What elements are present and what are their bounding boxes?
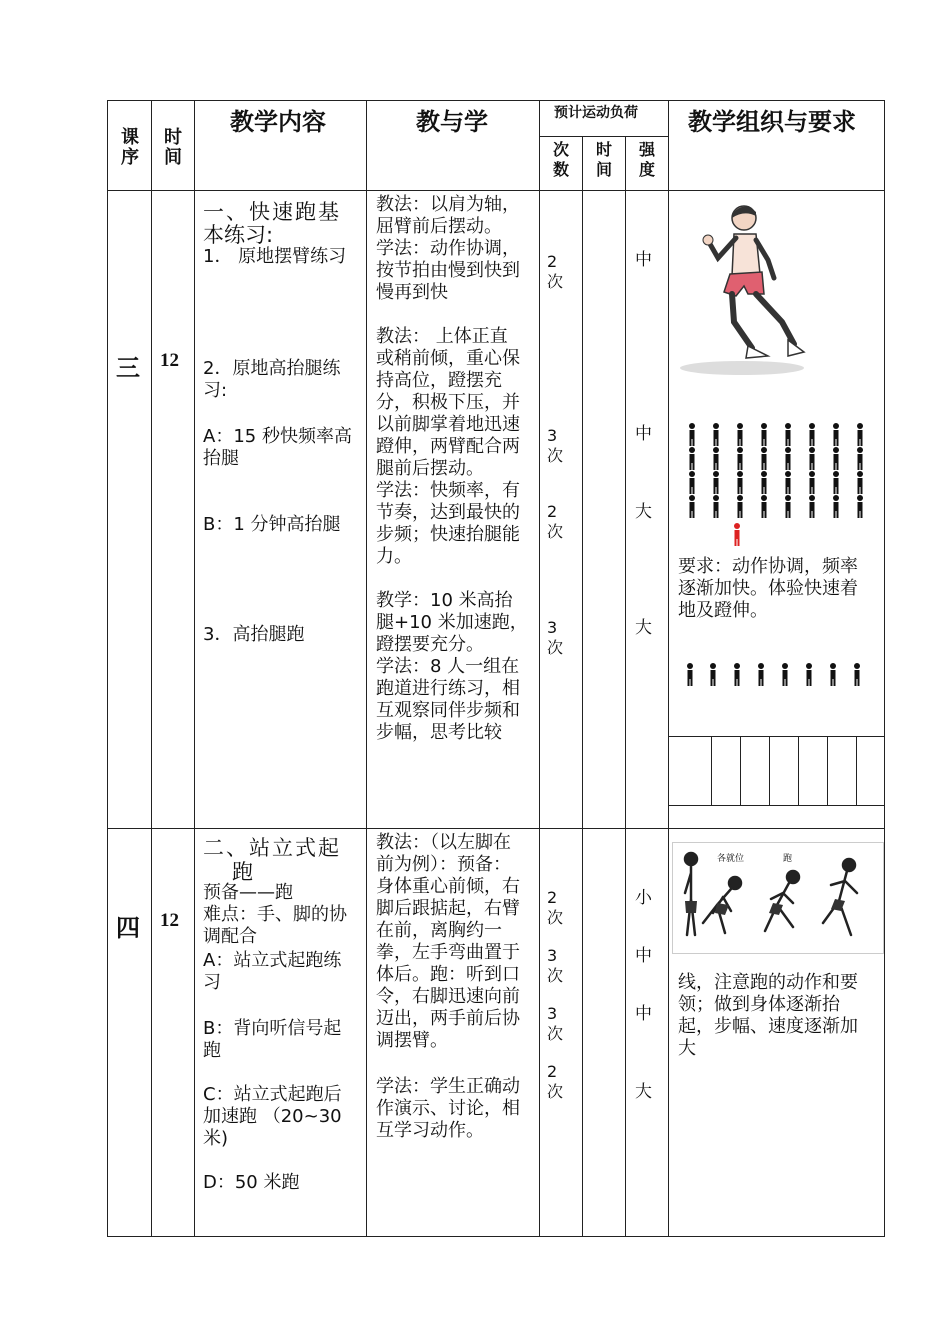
- lane-grid-top: [668, 736, 884, 737]
- row2-teach-0: 教法：（以左脚在: [376, 832, 511, 853]
- header-load-time: 时间: [595, 140, 612, 179]
- row1-content-2a: 2．原地高抬腿练: [203, 358, 341, 379]
- row1-content-3: 3．高抬腿跑: [203, 624, 305, 645]
- row2-teach-10: 学法：学生正确动: [376, 1076, 520, 1097]
- row1-intensity-2: 大: [635, 502, 652, 522]
- row2-content-12: D：50 米跑: [203, 1172, 300, 1193]
- table-border-left: [107, 100, 108, 1237]
- header-content: 教学内容: [230, 108, 326, 136]
- row2-intensity-3: 大: [635, 1082, 652, 1102]
- row1-intensity-1: 中: [635, 424, 652, 444]
- header-seq: 课序: [121, 127, 139, 168]
- lane-line: [856, 736, 857, 805]
- row2-content-9: C：站立式起跑后: [203, 1084, 342, 1105]
- row1-teach-0: 教法：以肩为轴，: [376, 194, 520, 215]
- runner-illustration: [672, 196, 812, 381]
- row2-content-6: 习: [203, 972, 221, 993]
- row1-teach-13: 节奏，达到最快的: [376, 502, 520, 523]
- row2-teach-2: 身体重心前倾，右: [376, 876, 520, 897]
- row1-teach-20: 跑道进行练习，相: [376, 678, 520, 699]
- table-border-bottom: [107, 1236, 885, 1237]
- row1-teach-15: 力。: [376, 546, 412, 567]
- row1-req-2: 地及蹬伸。: [678, 600, 768, 621]
- row2-teach-4: 在前，离胸约一: [376, 920, 502, 941]
- row2-teach-6: 体后。跑：听到口: [376, 964, 520, 985]
- row1-teach-2: 学法：动作协调，: [376, 238, 520, 259]
- row2-intensity-2: 中: [635, 1004, 652, 1024]
- row2-intensity-0: 小: [635, 888, 652, 908]
- col-line-3: [366, 100, 367, 1237]
- col-line-7: [668, 100, 669, 1237]
- row2-intensity-1: 中: [635, 946, 652, 966]
- header-load: 预计运动负荷: [554, 105, 638, 121]
- col-line-4: [539, 100, 540, 1237]
- row2-content-7: B：背向听信号起: [203, 1018, 342, 1039]
- row2-content-title-2: 跑: [232, 860, 253, 884]
- row1-time: 12: [160, 350, 179, 371]
- row2-teach-12: 互学习动作。: [376, 1120, 484, 1141]
- row1-content-title-2: 本练习:: [203, 223, 274, 247]
- row1-teach-5: 教法： 上体正直: [376, 326, 508, 347]
- row2-teach-7: 令，右脚迅速向前: [376, 986, 520, 1007]
- row2-count-1: 3 次: [547, 946, 564, 985]
- row2-teach-5: 拳，左手弯曲置于: [376, 942, 520, 963]
- row2-content-2: 预备——跑: [203, 882, 293, 903]
- row2-req-0: 线，注意跑的动作和要: [678, 972, 858, 993]
- table-border-right: [884, 100, 885, 1237]
- row2-count-0: 2 次: [547, 888, 564, 927]
- row1-content-B: B：1 分钟高抬腿: [203, 514, 341, 535]
- col-line-2: [194, 100, 195, 1237]
- header-time: 时间: [164, 127, 182, 168]
- start-figures: [673, 843, 883, 953]
- figure-label-ready: 各就位: [717, 854, 745, 864]
- lane-line: [827, 736, 828, 805]
- row2-content-11: 米): [203, 1128, 229, 1149]
- col-line-1: [151, 100, 152, 1237]
- row2-teach-9: 调摆臂。: [376, 1030, 448, 1051]
- row1-teach-1: 屈臂前后摆动。: [376, 216, 502, 237]
- start-sequence-illustration: [672, 842, 884, 954]
- row2-req-1: 领；做到身体逐渐抬: [678, 994, 840, 1015]
- row1-count-3: 3 次: [547, 618, 564, 657]
- row1-intensity-3: 大: [635, 618, 652, 638]
- row2-count-2: 3 次: [547, 1004, 564, 1043]
- col-line-6: [625, 136, 626, 1237]
- row2-teach-8: 迈出，两手前后协: [376, 1008, 520, 1029]
- row1-teach-17: 腿+10 米加速跑，: [376, 612, 528, 633]
- header-teach: 教与学: [416, 108, 488, 136]
- row1-content-A2: 抬腿: [203, 448, 239, 469]
- row2-time: 12: [160, 910, 179, 931]
- table-border-top: [107, 100, 885, 101]
- header-intensity: 强度: [638, 140, 655, 179]
- row1-teach-12: 学法：快频率，有: [376, 480, 520, 501]
- header-row-divider: [107, 190, 885, 191]
- row-divider: [107, 828, 885, 829]
- row1-teach-8: 分，积极下压，并: [376, 392, 520, 413]
- row2-content-5: A：站立式起跑练: [203, 950, 342, 971]
- lane-grid-bottom: [668, 805, 884, 806]
- row1-teach-16: 教学：10 米高抬: [376, 590, 513, 611]
- row2-content-10: 加速跑 （20~30: [203, 1106, 342, 1127]
- row1-count-2: 2 次: [547, 502, 564, 541]
- row2-req-3: 大: [678, 1038, 696, 1059]
- row2-count-3: 2 次: [547, 1062, 564, 1101]
- row1-teach-6: 或稍前倾，重心保: [376, 348, 520, 369]
- row1-teach-9: 以前脚掌着地迅速: [376, 414, 520, 435]
- row1-teach-14: 步频；快速抬腿能: [376, 524, 520, 545]
- row1-content-A1: A：15 秒快频率高: [203, 426, 352, 447]
- col-line-5: [582, 136, 583, 1237]
- row2-teach-1: 前为例）：预备：: [376, 854, 511, 875]
- row2-req-2: 起，步幅、速度逐渐加: [678, 1016, 858, 1037]
- lane-line: [769, 736, 770, 805]
- lane-line: [798, 736, 799, 805]
- row1-teach-21: 互观察同伴步频和: [376, 700, 520, 721]
- lane-line: [711, 736, 712, 805]
- row1-teach-11: 腿前后摆动。: [376, 458, 484, 479]
- load-subheader-divider: [539, 136, 669, 137]
- row2-teach-11: 作演示、讨论，相: [376, 1098, 520, 1119]
- row1-teach-3: 按节拍由慢到快到: [376, 260, 520, 281]
- row2-content-4: 调配合: [203, 926, 257, 947]
- row1-req-0: 要求：动作协调，频率: [678, 556, 858, 577]
- row1-content-2b: 习:: [203, 380, 228, 401]
- header-count: 次数: [552, 140, 569, 179]
- row1-count-1: 3 次: [547, 426, 564, 465]
- row1-count-0: 2 次: [547, 252, 564, 291]
- row1-teach-7: 持高位，蹬摆充: [376, 370, 502, 391]
- row1-teach-19: 学法：8 人一组在: [376, 656, 520, 677]
- row1-content-title-1: 一、快速跑基: [203, 200, 341, 224]
- row2-teach-3: 脚后跟掂起，右臂: [376, 898, 520, 919]
- row1-teach-22: 步幅，思考比较: [376, 722, 502, 743]
- row2-content-3: 难点：手、脚的协: [203, 904, 347, 925]
- row1-intensity-0: 中: [635, 250, 652, 270]
- row1-req-1: 逐渐加快。体验快速着: [678, 578, 858, 599]
- row2-content-8: 跑: [203, 1040, 221, 1061]
- lane-line: [740, 736, 741, 805]
- row1-teach-10: 蹬伸，两臂配合两: [376, 436, 520, 457]
- row2-seq: 四: [116, 914, 140, 942]
- figure-label-run: 跑: [783, 854, 793, 864]
- row1-seq: 三: [116, 354, 140, 382]
- row1-teach-18: 蹬摆要充分。: [376, 634, 484, 655]
- row2-content-title-1: 二、站立式起: [203, 836, 341, 860]
- header-org: 教学组织与要求: [688, 108, 856, 136]
- row1-content-1: 1． 原地摆臂练习: [203, 246, 347, 267]
- row1-teach-4: 慢再到快: [376, 282, 448, 303]
